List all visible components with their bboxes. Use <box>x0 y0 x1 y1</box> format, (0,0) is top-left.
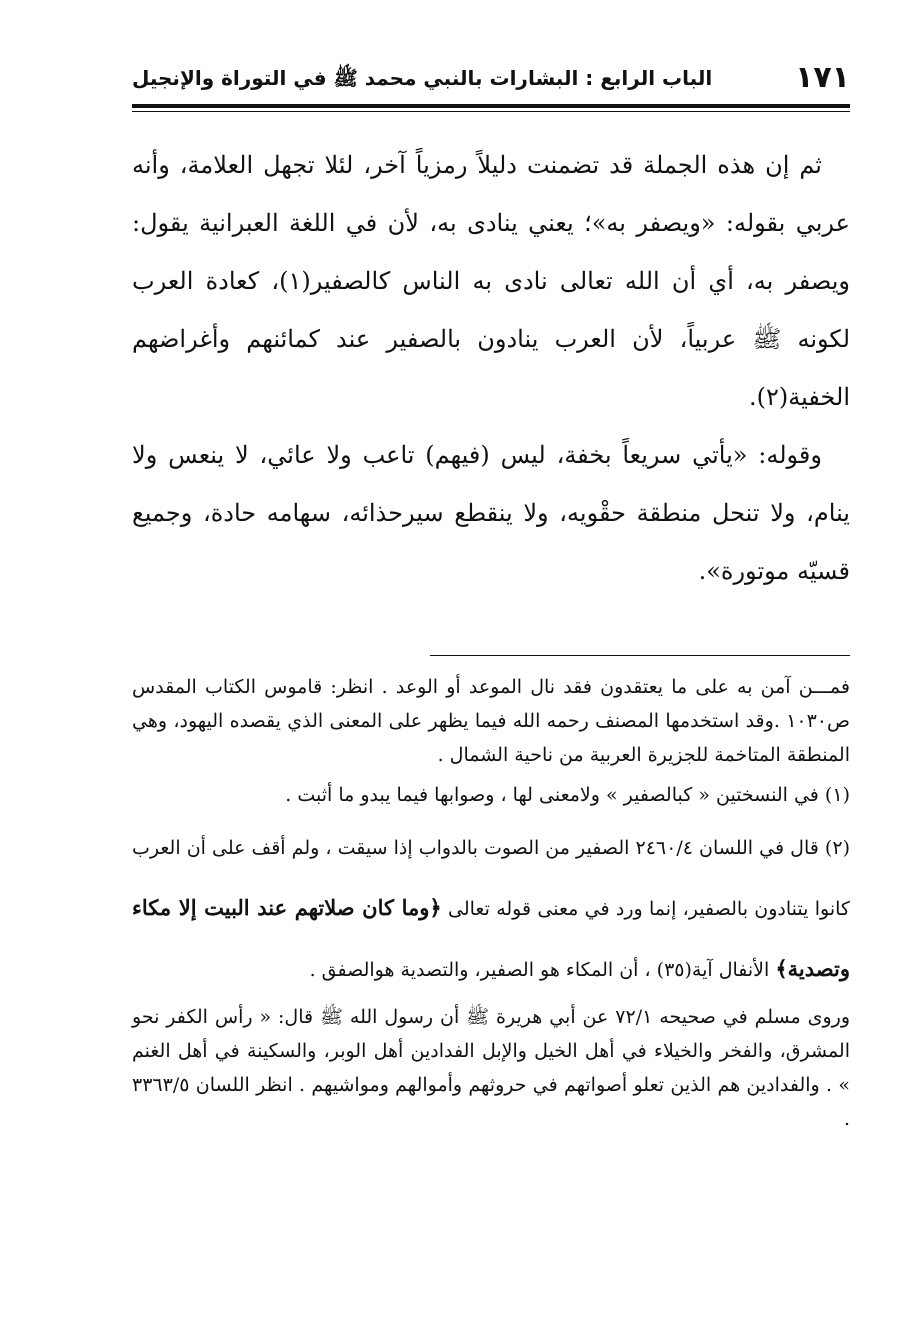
body-paragraph-1: ثم إن هذه الجملة قد تضمنت دليلاً رمزياً آخر، لئلا تجهل العلامة، وأنه عربي بقوله: «ويصفر به»؛ يعني ينادى به، لأن في اللغة العبرانية يقول: ويصفر به، أي أن الله تعالى نادى به الناس كالصفير(١)، كعادة العرب لكونه ﷺ عربياً، لأن العرب ينادون بالصفير عند كمائنهم وأغراضهم الخفية(٢). <box>132 151 851 411</box>
footnote-continuation: فمـــن آمن به على ما يعتقدون فقد نال الموعد أو الوعد . انظر: قاموس الكتاب المقدس ص١٠٣٠ .وقد استخدمها المصنف رحمه الله فيما يظهر على المعنى الذي يقصده اليهود، وهي المنطقة المتاخمة للجزيرة العربية من ناحية الشمال . <box>132 676 850 766</box>
page-header <box>132 58 850 98</box>
footnote-separator <box>430 655 850 656</box>
header-rule-thick <box>132 104 850 108</box>
quran-verse: ﴿وما كان صلاتهم عند البيت إلا مكاء وتصدية﴾ <box>132 895 850 981</box>
main-text <box>132 136 850 600</box>
body-paragraph-2: وقوله: «يأتي سريعاً بخفة، ليس (فيهم) تاعب ولا عائي، لا ينعس ولا ينام، ولا تنحل منطقة حقْويه، ولا ينقطع سيرحذائه، سهامه حادة، وجميع قسيّه موتورة». <box>132 441 850 585</box>
footnote-2-text-a: (٢) قال في اللسان ٢٤٦٠/٤ الصفير من الصوت بالدواب إذا سيقت ، ولم أقف على أن العرب كانوا يتنادون بالصفير، إنما ورد في معنى قوله تعالى <box>132 837 850 920</box>
footnotes <box>132 670 850 1136</box>
running-title: الباب الرابع : البشارات بالنبي محمد ﷺ في التوراة والإنجيل <box>132 66 713 90</box>
footnote-2 <box>132 818 850 1000</box>
footnote-2-text-b: الأنفال آية(٣٥) ، أن المكاء هو الصفير، والتصدية هوالصفق . <box>309 959 770 981</box>
page-number: ١٧١ <box>795 60 850 95</box>
footnote-1: (١) في النسختين « كبالصفير » ولامعنى لها ، وصوابها فيما يبدو ما أثبت . <box>285 784 850 806</box>
header-rule-thin <box>132 111 850 112</box>
footnote-2-continuation: وروى مسلم في صحيحه ٧٢/١ عن أبي هريرة ﷺ أن رسول الله ﷺ قال: « رأس الكفر نحو المشرق، والفخر والخيلاء في أهل الخيل والإبل الفدادين أهل الوبر، والسكينة في أهل الغنم » . والفدادين هم الذين تعلو أصواتهم في حروثهم وأموالهم ومواشيهم . انظر اللسان ٣٣٦٣/٥ . <box>132 1006 851 1130</box>
